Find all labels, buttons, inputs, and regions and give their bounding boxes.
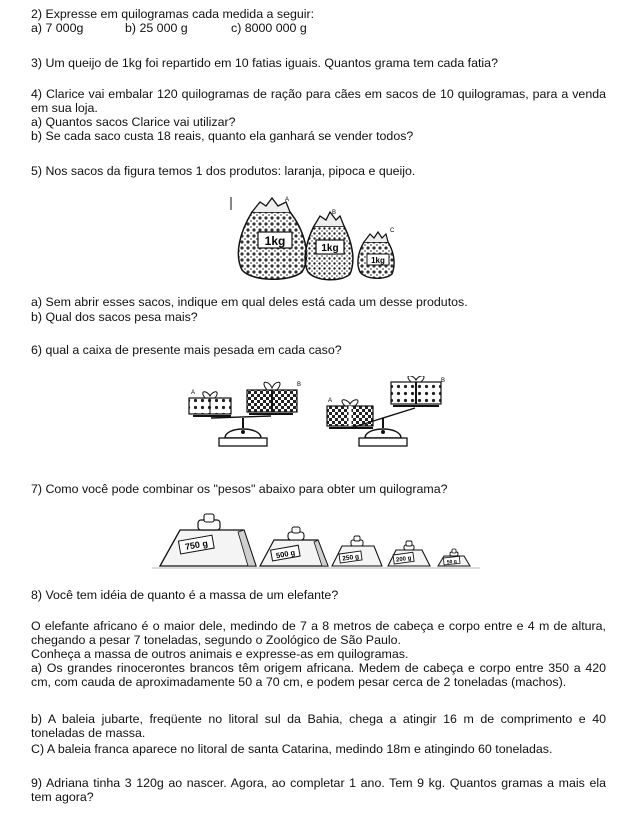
balance-scales-figure <box>185 376 453 460</box>
weight-500g-label: 500 g <box>275 547 296 561</box>
q4-item-a: a) Quantos sacos Clarice vai utilizar? <box>31 115 236 129</box>
q4-text: 4) Clarice vai embalar 120 quilogramas de ração para cães em sacos de 10 quilogramas, para a venda em sua loja. <box>31 87 606 115</box>
weight-750g-label: 750 g <box>184 538 209 553</box>
q2-option-b: b) 25 000 g <box>125 21 188 35</box>
bag-c-tag: 1kg <box>371 256 385 265</box>
q2-option-c: c) 8000 000 g <box>231 21 307 35</box>
weight-200g <box>388 541 430 566</box>
weight-200g-label: 200 g <box>395 555 412 564</box>
scale-2 <box>327 376 445 446</box>
bag-a <box>238 197 306 279</box>
weight-250g <box>332 536 382 566</box>
q5-item-a: a) Sem abrir esses sacos, indique em qual deles está cada um desse produtos. <box>31 295 468 309</box>
q3-text: 3) Um queijo de 1kg foi repartido em 10 fatias iguais. Quantos grama tem cada fatia? <box>31 56 498 70</box>
q8-item-a: a) Os grandes rinocerontes brancos têm origem africana. Medem de cabeça e corpo entre 350 a 420 cm, com cauda de aproximadamente 50 a 70 cm, e podem pesar cerca de 2 toneladas (machos). <box>31 661 606 689</box>
bag-b-tag: 1kg <box>321 243 339 254</box>
scale-2-label-b: B <box>441 378 446 384</box>
scale-1 <box>189 382 301 446</box>
bag-a-tag: 1kg <box>264 234 286 248</box>
q8-title: 8) Você tem idéia de quanto é a massa de um elefante? <box>31 588 339 602</box>
q2-option-a: a) 7 000g <box>31 21 84 35</box>
scale-1-label-a: A <box>191 390 196 396</box>
weight-750g <box>160 514 256 566</box>
bag-b <box>305 210 353 280</box>
weight-50g <box>438 549 470 566</box>
q4-item-b: b) Se cada saco custa 18 reais, quanto ela ganhará se vender todos? <box>31 129 414 143</box>
q5-text: 5) Nos sacos da figura temos 1 dos produtos: laranja, pipoca e queijo. <box>31 164 416 178</box>
q7-text: 7) Como você pode combinar os "pesos" abaixo para obter um quilograma? <box>31 482 448 496</box>
q8-instruction: Conheça a massa de outros animais e expresse-as em quilogramas. <box>31 647 409 661</box>
q2-options <box>31 22 606 36</box>
weight-50g-label: 50 g <box>446 558 458 566</box>
q6-text: 6) qual a caixa de presente mais pesada em cada caso? <box>31 343 342 357</box>
bags-figure <box>228 192 410 284</box>
q5-item-b: b) Qual dos sacos pesa mais? <box>31 310 198 324</box>
weight-500g <box>260 527 328 566</box>
weights-figure <box>152 510 480 572</box>
scale-1-label-b: B <box>297 382 302 388</box>
q8-intro: O elefante africano é o maior dele, medindo de 7 a 8 metros de cabeça e corpo entre e 4 m de altura, chegando a pesar 7 toneladas, segundo o Zoológico de São Paulo. <box>31 619 606 647</box>
bag-c <box>358 228 395 278</box>
q8-item-b: b) A baleia jubarte, freqüente no litoral sul da Bahia, chega a atingir 16 m de comprimento e 40 toneladas de massa. <box>31 712 606 740</box>
q8-item-c: C) A baleia franca aparece no litoral de santa Catarina, medindo 18m e atingindo 60 toneladas. <box>31 742 553 756</box>
q2-title: 2) Expresse em quilogramas cada medida a seguir: <box>31 7 315 21</box>
scale-2-label-a: A <box>328 398 333 404</box>
weight-250g-label: 250 g <box>341 553 360 563</box>
bag-c-letter: C <box>390 228 395 234</box>
q9-text: 9) Adriana tinha 3 120g ao nascer. Agora, ao completar 1 ano. Tem 9 kg. Quantos gramas a mais ela tem agora? <box>31 776 606 804</box>
bag-a-letter: A <box>285 197 290 203</box>
bag-b-letter: B <box>332 210 337 216</box>
